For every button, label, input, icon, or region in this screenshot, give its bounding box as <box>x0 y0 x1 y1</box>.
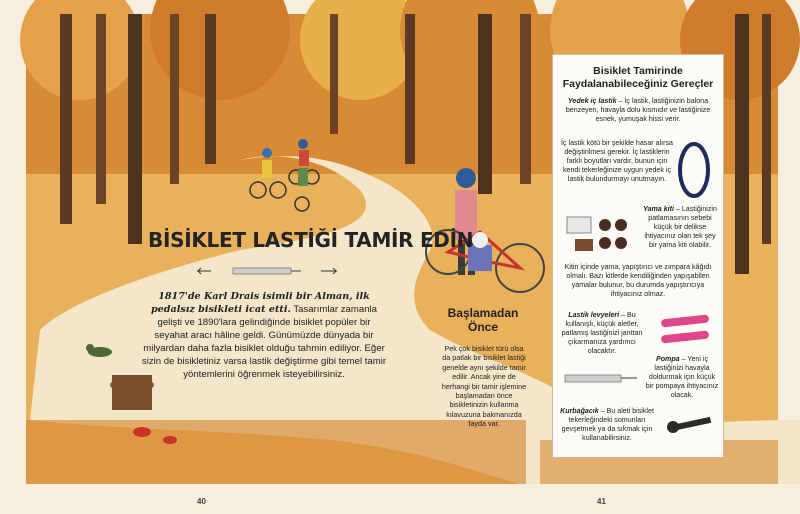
pump-icon <box>561 367 641 389</box>
inner-tube-desc: – İç lastik, lastiğinizin balona benzeyen, havayla dolu kısmıdır ve lastiğinize esnek, yumuşak hissi verir. <box>565 97 711 123</box>
patch-kit-extra: Kitin içinde yama, yapıştırıcı ve zımpara kâğıdı olmalı. Bazı kitlerde kendiliğinden yapışabilen yamalar bulunur, bu durumda yapıştırıcıya ihtiyacınız olmaz. <box>564 263 712 298</box>
tire-lever-divider-icon <box>197 265 337 277</box>
page-number-left: 40 <box>197 497 206 506</box>
intro-paragraph <box>140 290 388 381</box>
page-title: BİSİKLET LASTİĞİ TAMİR EDİN <box>148 228 474 252</box>
before-you-start-heading: Başlamadan Önce <box>447 306 519 334</box>
patch-kit-desc: – Lastiğinizin patlamasının sebebi küçük bir delikse ihtiyacınız olan tek şey bir yama kiti olabilir. <box>644 205 717 249</box>
pump-desc: – Yeni iç lastiğinizi havayla doldurmak için küçük bir pompaya ihtiyacınız olacak. <box>645 355 719 399</box>
wrench-item <box>557 407 657 443</box>
tools-panel <box>552 54 724 458</box>
tire-levers-desc: – Bu kullanışlı, küçük aletler, patlamış lastiğinizi janttan çıkarmanıza yardımcı olacaktır. <box>561 311 643 355</box>
tire-levers-item <box>557 311 647 356</box>
wrench-icon <box>663 411 717 439</box>
pump-item <box>645 355 719 400</box>
patch-kit-item <box>641 205 719 250</box>
tire-levers-icon <box>657 313 715 347</box>
tire-levers-term: Lastik levyeleri <box>568 311 620 319</box>
inner-tube-extra: İç lastik kötü bir şekilde hasar alırsa değiştirilmesi gerekir. İç lastiklerin farklı boyutları vardır, bunun için kendi tekerleğinize uygun yedek iç lastik bulundurmayı unutmayın. <box>561 139 673 183</box>
tools-panel-title: Bisiklet Tamirinde Faydalanabileceğiniz Gereçler <box>562 65 714 90</box>
page-number-right: 41 <box>597 497 606 506</box>
inner-tube-icon <box>675 139 713 201</box>
inner-tube-term: Yedek iç lastik <box>567 97 617 105</box>
wrench-term: Kurbağacık <box>560 407 599 415</box>
wrench-desc: – Bu aleti bisiklet tekerleğindeki somunları gevşetmek ya da sıkmak için kullanabilirsiniz. <box>561 407 654 442</box>
patch-kit-term: Yama kiti <box>643 205 674 213</box>
before-you-start-text: Pek çok bisiklet türü olsa da patlak bir bisiklet lastiği genelde aynı şekilde tamir edilir. Ancak yine de herhangi bir tamir işlemine başlamadan önce bisikletinizin kullanma kılavuzuna bakmanızda fayda var. <box>441 344 527 429</box>
pump-term: Pompa <box>655 355 680 363</box>
intro-lead: 1817'de Karl Drais isimli bir Alman, ilk pedalsız bisikleti icat etti. <box>150 291 370 315</box>
patch-kit-icon <box>565 213 635 259</box>
intro-body: Tasarımlar zamanla gelişti ve 1890'lara gelindiğinde bisiklet popüler bir seyahat aracı hâline geldi. Günümüzde dünyada bir milyardan daha fazla bisiklet olduğu tahmin ediliyor. Eğer sizin de bisikletiniz varsa lastik değiştirme gibi temel tamir yöntemlerini öğrenmek isteyebilirsiniz. <box>141 304 387 380</box>
inner-tube-item <box>561 97 715 124</box>
